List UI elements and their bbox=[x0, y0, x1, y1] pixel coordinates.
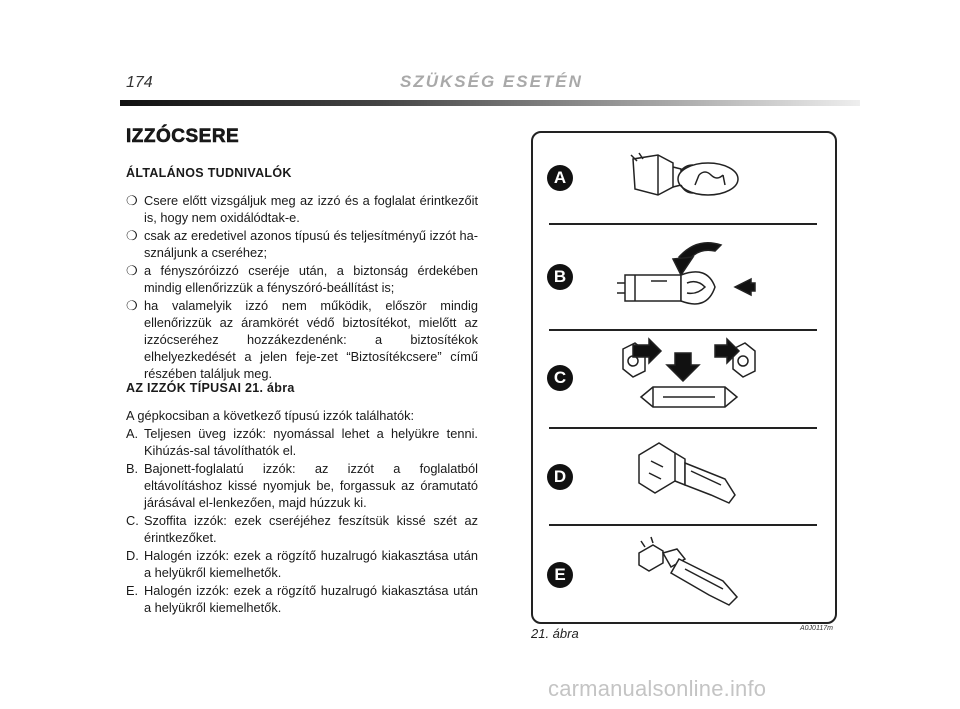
list-item bbox=[126, 512, 478, 546]
list-letter: E. bbox=[126, 583, 139, 598]
figure-label-a: A bbox=[547, 165, 573, 191]
h1-halogen-bulb-icon bbox=[625, 533, 765, 613]
list-text: Bajonett-foglalatú izzók: az izzót a foglalatból eltávolításhoz kissé nyomjuk be, forgassuk az óramutató járásával el-lenkezően, majd húzzuk ki. bbox=[144, 461, 478, 510]
bullet-text: ha valamelyik izzó nem működik, először mindig ellenőrizzük az áramkörét védő biztosítékot, mielőtt az izzócseréhez hozzákezdenénk: a biztosítékok elhelyezkedését a jelen feje-zet “Biztosítékcsere” című részében találjuk meg. bbox=[144, 298, 478, 381]
bullet-circle-icon: ❍ bbox=[126, 228, 138, 243]
bayonet-bulb-icon bbox=[611, 235, 761, 319]
general-bullet-list bbox=[126, 192, 478, 383]
figure-label-e: E bbox=[547, 562, 573, 588]
figure-code: A0J0117m bbox=[800, 625, 833, 632]
list-letter: A. bbox=[126, 426, 139, 441]
header-rule bbox=[120, 100, 860, 106]
figure-divider bbox=[549, 524, 817, 526]
bullet-circle-icon: ❍ bbox=[126, 298, 138, 313]
section-title: SZÜKSÉG ESETÉN bbox=[400, 72, 583, 91]
general-heading: ÁLTALÁNOS TUDNIVALÓK bbox=[126, 166, 292, 180]
figure-label-d: D bbox=[547, 464, 573, 490]
page-title: IZZÓCSERE bbox=[126, 126, 240, 147]
bullet-circle-icon: ❍ bbox=[126, 263, 138, 278]
types-list bbox=[126, 407, 478, 617]
figure-label-b: B bbox=[547, 264, 573, 290]
list-item bbox=[126, 425, 478, 459]
bullet-text: csak az eredetivel azonos típusú és teljesítményű izzót ha-sználjunk a cseréhez; bbox=[144, 228, 478, 260]
festoon-bulb-icon bbox=[615, 337, 765, 417]
figure-caption: 21. ábra bbox=[531, 626, 579, 641]
figure-label-c: C bbox=[547, 365, 573, 391]
list-item bbox=[126, 582, 478, 616]
figure-divider bbox=[549, 223, 817, 225]
types-heading: AZ IZZÓK TÍPUSAI 21. ábra bbox=[126, 381, 295, 395]
bullet-item bbox=[126, 297, 478, 382]
list-text: Teljesen üveg izzók: nyomással lehet a helyükre tenni. Kihúzás-sal távolíthatók el. bbox=[144, 426, 478, 458]
bullet-item bbox=[126, 192, 478, 226]
figure-divider bbox=[549, 329, 817, 331]
list-letter: C. bbox=[126, 513, 139, 528]
list-letter: B. bbox=[126, 461, 139, 476]
bullet-item bbox=[126, 227, 478, 261]
list-text: Szoffita izzók: ezek cseréjéhez feszítsük kissé szét az érintkezőket. bbox=[144, 513, 478, 545]
figure-divider bbox=[549, 427, 817, 429]
list-text: Halogén izzók: ezek a rögzítő huzalrugó kiakasztása után a helyükről kiemelhetők. bbox=[144, 583, 478, 615]
list-letter: D. bbox=[126, 548, 139, 563]
page-number: 174 bbox=[126, 74, 153, 91]
list-item bbox=[126, 547, 478, 581]
bulb-types-figure bbox=[531, 131, 837, 624]
watermark: carmanualsonline.info bbox=[548, 676, 767, 701]
list-item bbox=[126, 460, 478, 511]
wedge-bulb-icon bbox=[613, 149, 743, 211]
bullet-circle-icon: ❍ bbox=[126, 193, 138, 208]
types-intro: A gépkocsiban a következő típusú izzók találhatók: bbox=[126, 408, 415, 423]
list-text: Halogén izzók: ezek a rögzítő huzalrugó kiakasztása után a helyükről kiemelhetők. bbox=[144, 548, 478, 580]
bullet-text: a fényszóróizzó cseréje után, a biztonság érdekében mindig ellenőrizzük a fényszóró-beállítást is; bbox=[144, 263, 478, 295]
h7-halogen-bulb-icon bbox=[625, 437, 755, 519]
bullet-text: Csere előtt vizsgáljuk meg az izzó és a foglalat érintkezőit is, hogy nem oxidálódtak-e. bbox=[144, 193, 478, 225]
bullet-item bbox=[126, 262, 478, 296]
